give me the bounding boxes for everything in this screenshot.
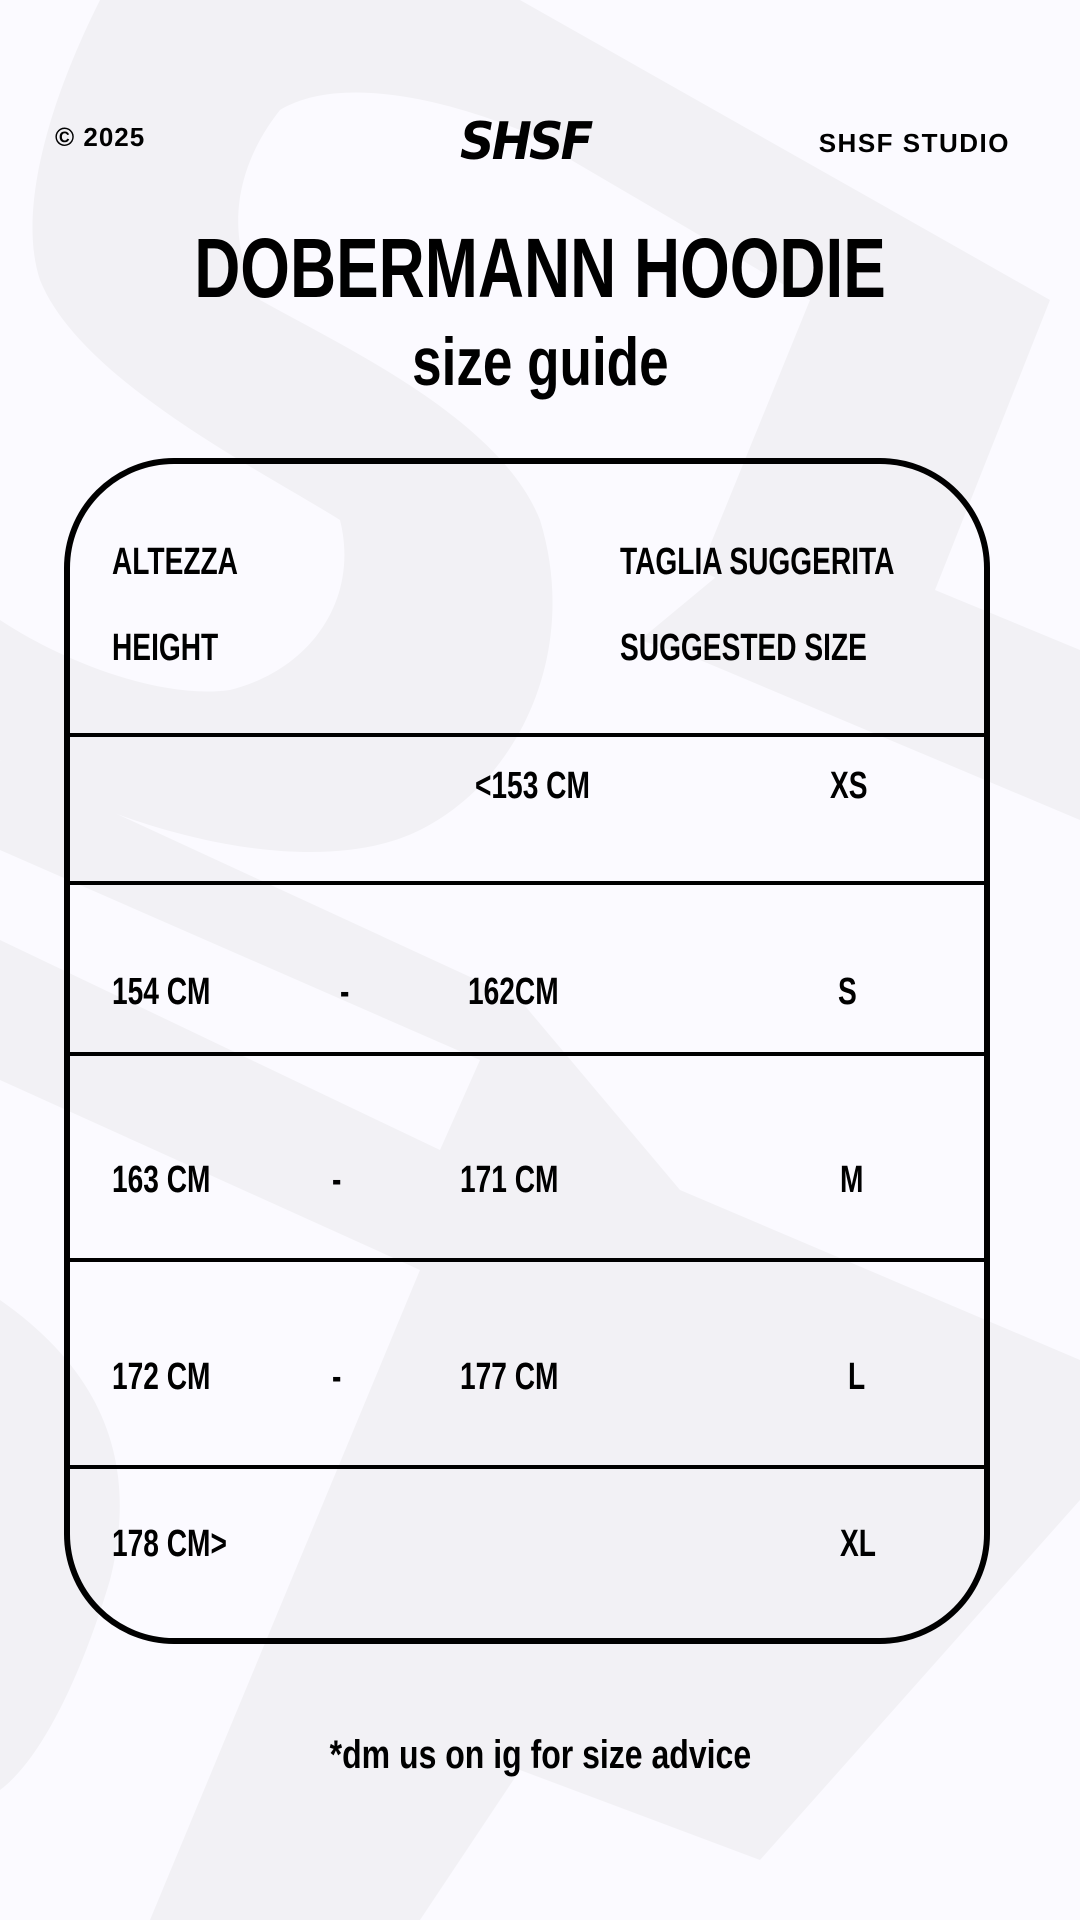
table-row-s-dash: - <box>340 971 350 1013</box>
header-height-it: ALTEZZA <box>112 541 238 583</box>
table-row-m-from: 163 CM <box>112 1159 211 1201</box>
header-size-en: SUGGESTED SIZE <box>620 627 867 669</box>
table-row-xl-from: 178 CM> <box>112 1523 227 1565</box>
table-row-xs-range: <153 CM <box>475 765 590 807</box>
table-row-l-to: 177 CM <box>460 1356 559 1398</box>
table-row-m-dash: - <box>332 1159 342 1201</box>
table-row-m-to: 171 CM <box>460 1159 559 1201</box>
row-divider <box>68 1465 986 1469</box>
table-row-s-from: 154 CM <box>112 971 211 1013</box>
page-subtitle: size guide <box>411 324 669 400</box>
studio-label: SHSF STUDIO <box>818 128 1010 158</box>
copyright-label: © 2025 <box>55 122 146 152</box>
table-row-l-from: 172 CM <box>112 1356 211 1398</box>
logo-wordmark: SHSF <box>460 112 591 172</box>
row-divider <box>68 1052 986 1056</box>
table-row-l-dash: - <box>332 1356 342 1398</box>
header-height-en: HEIGHT <box>112 627 219 669</box>
table-row-s-to: 162CM <box>468 971 559 1013</box>
page-title: DOBERMANN HOODIE <box>194 221 886 315</box>
table-row-l-size: L <box>848 1356 866 1398</box>
table-row-s-size: S <box>838 971 857 1013</box>
header-size-it: TAGLIA SUGGERITA <box>620 541 895 583</box>
table-row-xs-size: XS <box>830 765 868 807</box>
row-divider <box>68 1258 986 1262</box>
table-row-xl-size: XL <box>840 1523 876 1565</box>
size-advice-note: *dm us on ig for size advice <box>329 1733 751 1777</box>
brand-logo <box>460 114 600 170</box>
row-divider <box>68 733 986 737</box>
row-divider <box>68 881 986 885</box>
table-row-m-size: M <box>840 1159 864 1201</box>
